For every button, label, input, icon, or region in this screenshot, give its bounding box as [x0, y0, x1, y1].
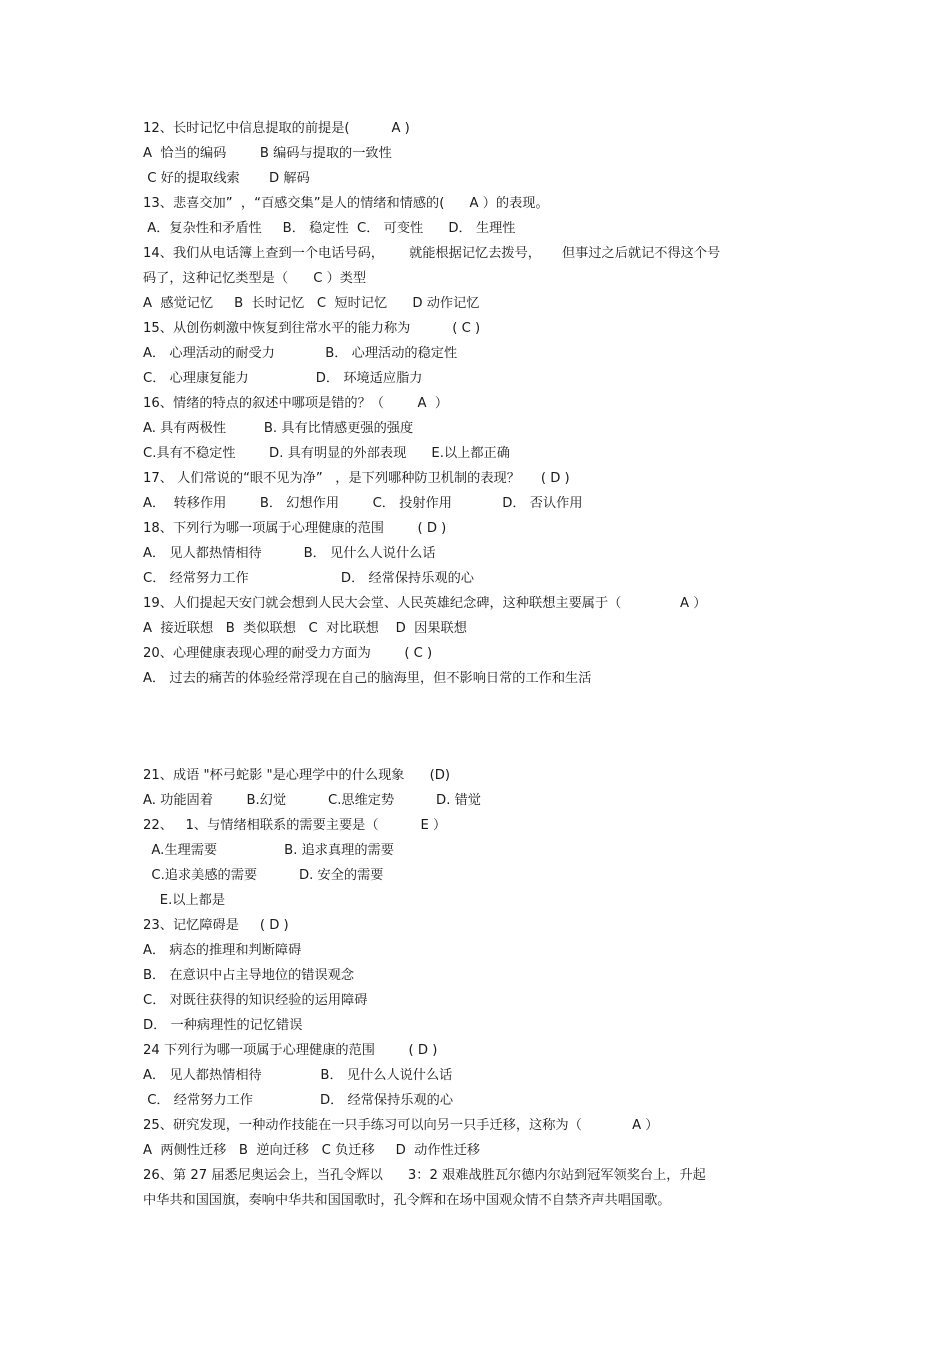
question-20-option-a: A． 过去的痛苦的体验经常浮现在自己的脑海里，但不影响日常的工作和生活	[143, 671, 592, 686]
question-22-option-e: E.以上都是	[143, 893, 226, 908]
question-22-options-ab: A.生理需要 B. 追求真理的需要	[143, 843, 394, 858]
question-19-stem: 19、人们提起天安门就会想到人民大会堂、人民英雄纪念碑，这种联想主要属于（ A ）	[143, 596, 707, 611]
question-19-options: A 接近联想 B 类似联想 C 对比联想 D 因果联想	[143, 621, 467, 636]
question-16-options-cde: C.具有不稳定性 D. 具有明显的外部表现 E.以上都正确	[143, 446, 510, 461]
question-17-options: A． 转移作用 B． 幻想作用 C． 投射作用 D． 否认作用	[143, 496, 583, 511]
question-17-stem: 17、 人们常说的“眼不见为净” ，是下列哪种防卫机制的表现？ ( D )	[143, 471, 570, 486]
question-20-stem: 20、心理健康表现心理的耐受力方面为 ( C )	[143, 646, 433, 661]
question-13-options: A．复杂性和矛盾性 B． 稳定性 C． 可变性 D． 生理性	[143, 221, 516, 236]
question-16-options-ab: A. 具有两极性 B. 具有比情感更强的强度	[143, 421, 414, 436]
question-21-stem: 21、成语 "杯弓蛇影 "是心理学中的什么现象 (D)	[143, 768, 451, 783]
question-23-option-c: C． 对既往获得的知识经验的运用障碍	[143, 993, 368, 1008]
question-23-stem: 23、记忆障碍是 ( D )	[143, 918, 289, 933]
question-12-options-ab: A 恰当的编码 B 编码与提取的一致性	[143, 146, 392, 161]
question-section-12-20	[143, 116, 803, 691]
question-24-options-cd: C． 经常努力工作 D． 经常保持乐观的心	[143, 1093, 454, 1108]
question-section-21-26	[143, 763, 803, 1213]
question-18-stem: 18、下列行为哪一项属于心理健康的范围 ( D )	[143, 521, 447, 536]
question-14-stem: 14、我们从电话簿上查到一个电话号码， 就能根据记忆去拨号， 但事过之后就记不得这个号	[143, 246, 721, 261]
question-23-option-d: D． 一种病理性的记忆错误	[143, 1018, 303, 1033]
question-12-stem: 12、长时记忆中信息提取的前提是( A )	[143, 121, 410, 136]
question-18-options-cd: C． 经常努力工作 D． 经常保持乐观的心	[143, 571, 474, 586]
question-24-stem: 24 下列行为哪一项属于心理健康的范围 ( D )	[143, 1043, 438, 1058]
question-26-stem: 26、第 27 届悉尼奥运会上，当孔令辉以 3：2 艰难战胜瓦尔德内尔站到冠军领奖台上，升起	[143, 1168, 706, 1183]
question-12-options-cd: C 好的提取线索 D 解码	[143, 171, 310, 186]
question-15-options-cd: C． 心理康复能力 D． 环境适应脂力	[143, 371, 423, 386]
question-14-options: A 感觉记忆 B 长时记忆 C 短时记忆 D 动作记忆	[143, 296, 480, 311]
question-14-stem-cont: 码了，这种记忆类型是（ C ）类型	[143, 271, 367, 286]
question-25-stem: 25、研究发现，一种动作技能在一只手练习可以向另一只手迁移，这称为（ A ）	[143, 1118, 659, 1133]
question-22-options-cd: C.追求美感的需要 D. 安全的需要	[143, 868, 384, 883]
question-15-stem: 15、从创伤刺激中恢复到往常水平的能力称为 ( C )	[143, 321, 481, 336]
question-13-stem: 13、悲喜交加” ，“百感交集”是人的情绪和情感的( A ）的表现。	[143, 196, 549, 211]
question-25-options: A 两侧性迁移 B 逆向迁移 C 负迁移 D 动作性迁移	[143, 1143, 481, 1158]
question-26-stem-cont: 中华共和国国旗，奏响中华共和国国歌时，孔令辉和在场中国观众情不自禁齐声共唱国歌。	[143, 1193, 671, 1208]
question-15-options-ab: A． 心理活动的耐受力 B． 心理活动的稳定性	[143, 346, 458, 361]
question-24-options-ab: A． 见人都热情相待 B． 见什么人说什么话	[143, 1068, 453, 1083]
question-18-options-ab: A． 见人都热情相待 B． 见什么人说什么话	[143, 546, 436, 561]
question-23-option-b: B． 在意识中占主导地位的错误观念	[143, 968, 355, 983]
question-23-option-a: A． 病态的推理和判断障碍	[143, 943, 302, 958]
question-21-options: A. 功能固着 B.幻觉 C.思维定势 D. 错觉	[143, 793, 481, 808]
question-16-stem: 16、情绪的特点的叙述中哪项是错的？（ A ）	[143, 396, 449, 411]
question-22-stem: 22、 1、与情绪相联系的需要主要是（ E ）	[143, 818, 447, 833]
